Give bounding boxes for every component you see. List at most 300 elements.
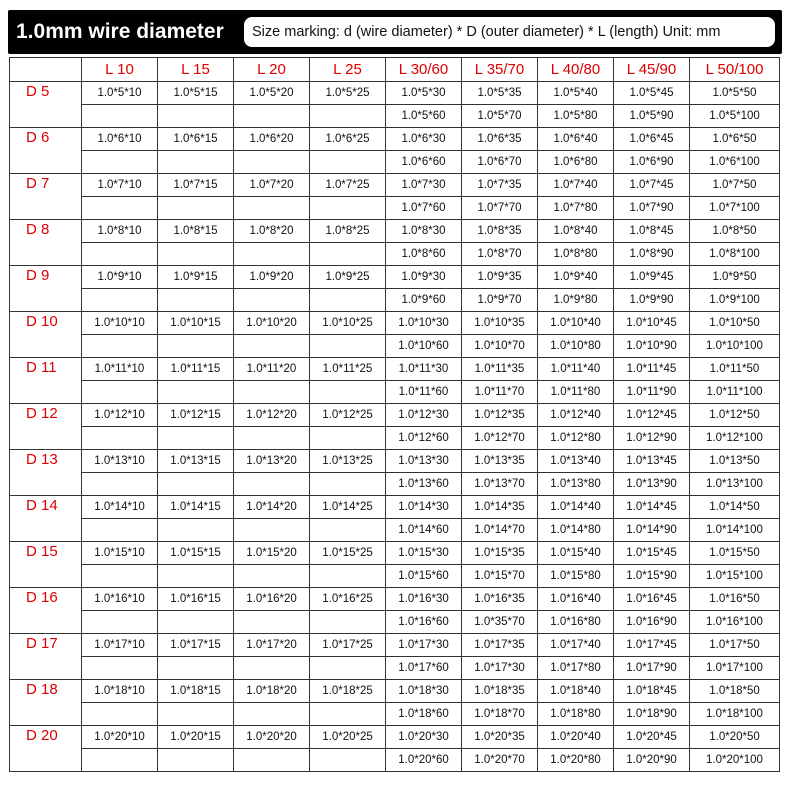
size-cell: 1.0*8*90 — [614, 243, 690, 266]
table-row — [10, 358, 780, 381]
size-cell: 1.0*8*45 — [614, 220, 690, 243]
column-header: L 40/80 — [538, 58, 614, 82]
empty-cell — [234, 381, 310, 404]
size-cell: 1.0*10*10 — [82, 312, 158, 335]
size-cell: 1.0*16*40 — [538, 588, 614, 611]
size-cell: 1.0*9*100 — [690, 289, 780, 312]
row-header: D 6 — [10, 128, 82, 174]
size-cell: 1.0*11*100 — [690, 381, 780, 404]
size-cell: 1.0*8*30 — [386, 220, 462, 243]
table-row — [10, 197, 780, 220]
table-row — [10, 128, 780, 151]
table-row — [10, 174, 780, 197]
size-cell: 1.0*12*80 — [538, 427, 614, 450]
table-row — [10, 657, 780, 680]
size-cell: 1.0*13*30 — [386, 450, 462, 473]
size-cell: 1.0*14*60 — [386, 519, 462, 542]
size-cell: 1.0*16*80 — [538, 611, 614, 634]
table-row — [10, 335, 780, 358]
size-cell: 1.0*10*70 — [462, 335, 538, 358]
size-cell: 1.0*14*70 — [462, 519, 538, 542]
size-cell: 1.0*5*100 — [690, 105, 780, 128]
size-cell: 1.0*17*80 — [538, 657, 614, 680]
table-row — [10, 588, 780, 611]
size-cell: 1.0*7*35 — [462, 174, 538, 197]
empty-cell — [158, 197, 234, 220]
size-cell: 1.0*16*35 — [462, 588, 538, 611]
size-cell: 1.0*8*25 — [310, 220, 386, 243]
size-cell: 1.0*10*30 — [386, 312, 462, 335]
row-header: D 14 — [10, 496, 82, 542]
size-cell: 1.0*10*15 — [158, 312, 234, 335]
empty-cell — [82, 473, 158, 496]
size-cell: 1.0*7*40 — [538, 174, 614, 197]
size-cell: 1.0*15*30 — [386, 542, 462, 565]
size-cell: 1.0*6*25 — [310, 128, 386, 151]
row-header: D 9 — [10, 266, 82, 312]
size-cell: 1.0*35*70 — [462, 611, 538, 634]
size-cell: 1.0*12*25 — [310, 404, 386, 427]
empty-cell — [158, 289, 234, 312]
row-header: D 8 — [10, 220, 82, 266]
size-cell: 1.0*14*10 — [82, 496, 158, 519]
empty-cell — [234, 243, 310, 266]
size-cell: 1.0*12*90 — [614, 427, 690, 450]
size-cell: 1.0*6*20 — [234, 128, 310, 151]
size-cell: 1.0*6*80 — [538, 151, 614, 174]
row-header: D 5 — [10, 82, 82, 128]
size-cell: 1.0*20*25 — [310, 726, 386, 749]
size-cell: 1.0*6*70 — [462, 151, 538, 174]
empty-cell — [158, 151, 234, 174]
size-cell: 1.0*5*25 — [310, 82, 386, 105]
size-cell: 1.0*14*35 — [462, 496, 538, 519]
size-cell: 1.0*6*45 — [614, 128, 690, 151]
empty-cell — [310, 657, 386, 680]
size-cell: 1.0*6*30 — [386, 128, 462, 151]
table-row — [10, 634, 780, 657]
size-cell: 1.0*8*60 — [386, 243, 462, 266]
empty-cell — [310, 197, 386, 220]
size-cell: 1.0*18*45 — [614, 680, 690, 703]
size-cell: 1.0*10*45 — [614, 312, 690, 335]
table-row — [10, 427, 780, 450]
size-cell: 1.0*18*50 — [690, 680, 780, 703]
empty-cell — [310, 151, 386, 174]
size-cell: 1.0*9*40 — [538, 266, 614, 289]
size-cell: 1.0*9*70 — [462, 289, 538, 312]
size-cell: 1.0*10*35 — [462, 312, 538, 335]
size-cell: 1.0*18*90 — [614, 703, 690, 726]
size-cell: 1.0*15*20 — [234, 542, 310, 565]
size-cell: 1.0*12*100 — [690, 427, 780, 450]
size-cell: 1.0*8*20 — [234, 220, 310, 243]
size-cell: 1.0*15*70 — [462, 565, 538, 588]
size-cell: 1.0*12*20 — [234, 404, 310, 427]
size-cell: 1.0*18*35 — [462, 680, 538, 703]
size-cell: 1.0*15*15 — [158, 542, 234, 565]
empty-cell — [82, 611, 158, 634]
size-cell: 1.0*17*10 — [82, 634, 158, 657]
size-cell: 1.0*11*30 — [386, 358, 462, 381]
size-cell: 1.0*9*80 — [538, 289, 614, 312]
size-cell: 1.0*6*60 — [386, 151, 462, 174]
size-cell: 1.0*20*20 — [234, 726, 310, 749]
table-row — [10, 473, 780, 496]
table-row — [10, 220, 780, 243]
size-cell: 1.0*12*30 — [386, 404, 462, 427]
size-cell: 1.0*18*40 — [538, 680, 614, 703]
size-cell: 1.0*18*60 — [386, 703, 462, 726]
size-cell: 1.0*7*20 — [234, 174, 310, 197]
size-cell: 1.0*17*50 — [690, 634, 780, 657]
size-cell: 1.0*17*30 — [462, 657, 538, 680]
size-cell: 1.0*5*40 — [538, 82, 614, 105]
size-cell: 1.0*14*25 — [310, 496, 386, 519]
size-cell: 1.0*15*35 — [462, 542, 538, 565]
size-cell: 1.0*13*40 — [538, 450, 614, 473]
size-cell: 1.0*20*60 — [386, 749, 462, 772]
size-cell: 1.0*20*30 — [386, 726, 462, 749]
size-cell: 1.0*11*10 — [82, 358, 158, 381]
size-cell: 1.0*14*50 — [690, 496, 780, 519]
size-cell: 1.0*10*50 — [690, 312, 780, 335]
size-cell: 1.0*11*15 — [158, 358, 234, 381]
table-row — [10, 703, 780, 726]
empty-cell — [82, 749, 158, 772]
size-cell: 1.0*20*70 — [462, 749, 538, 772]
table-row — [10, 404, 780, 427]
size-cell: 1.0*20*35 — [462, 726, 538, 749]
size-cell: 1.0*7*80 — [538, 197, 614, 220]
empty-cell — [158, 381, 234, 404]
size-cell: 1.0*20*80 — [538, 749, 614, 772]
empty-cell — [158, 105, 234, 128]
size-cell: 1.0*17*40 — [538, 634, 614, 657]
size-cell: 1.0*18*10 — [82, 680, 158, 703]
size-cell: 1.0*9*35 — [462, 266, 538, 289]
size-cell: 1.0*9*60 — [386, 289, 462, 312]
size-cell: 1.0*13*25 — [310, 450, 386, 473]
size-cell: 1.0*5*50 — [690, 82, 780, 105]
column-header: L 10 — [82, 58, 158, 82]
size-cell: 1.0*17*35 — [462, 634, 538, 657]
column-header: L 30/60 — [386, 58, 462, 82]
size-cell: 1.0*13*60 — [386, 473, 462, 496]
size-cell: 1.0*6*100 — [690, 151, 780, 174]
table-row — [10, 381, 780, 404]
size-cell: 1.0*18*15 — [158, 680, 234, 703]
size-cell: 1.0*15*50 — [690, 542, 780, 565]
corner-cell — [10, 58, 82, 82]
table-row — [10, 519, 780, 542]
size-cell: 1.0*11*90 — [614, 381, 690, 404]
size-cell: 1.0*20*45 — [614, 726, 690, 749]
empty-cell — [158, 749, 234, 772]
empty-cell — [234, 749, 310, 772]
size-cell: 1.0*9*45 — [614, 266, 690, 289]
empty-cell — [82, 243, 158, 266]
column-header: L 15 — [158, 58, 234, 82]
size-cell: 1.0*11*20 — [234, 358, 310, 381]
size-cell: 1.0*8*100 — [690, 243, 780, 266]
size-cell: 1.0*13*35 — [462, 450, 538, 473]
size-cell: 1.0*5*60 — [386, 105, 462, 128]
empty-cell — [82, 335, 158, 358]
row-header: D 20 — [10, 726, 82, 772]
row-header: D 11 — [10, 358, 82, 404]
empty-cell — [310, 381, 386, 404]
size-cell: 1.0*7*60 — [386, 197, 462, 220]
size-cell: 1.0*15*45 — [614, 542, 690, 565]
size-cell: 1.0*9*90 — [614, 289, 690, 312]
table-row — [10, 680, 780, 703]
size-cell: 1.0*5*45 — [614, 82, 690, 105]
table-row — [10, 82, 780, 105]
size-cell: 1.0*7*25 — [310, 174, 386, 197]
empty-cell — [234, 197, 310, 220]
size-cell: 1.0*12*15 — [158, 404, 234, 427]
empty-cell — [234, 105, 310, 128]
empty-cell — [310, 749, 386, 772]
size-cell: 1.0*6*90 — [614, 151, 690, 174]
size-cell: 1.0*16*20 — [234, 588, 310, 611]
size-cell: 1.0*11*60 — [386, 381, 462, 404]
size-cell: 1.0*13*20 — [234, 450, 310, 473]
size-cell: 1.0*11*35 — [462, 358, 538, 381]
empty-cell — [158, 565, 234, 588]
empty-cell — [158, 611, 234, 634]
size-cell: 1.0*7*50 — [690, 174, 780, 197]
size-cell: 1.0*10*25 — [310, 312, 386, 335]
column-header: L 25 — [310, 58, 386, 82]
size-cell: 1.0*12*70 — [462, 427, 538, 450]
size-cell: 1.0*14*30 — [386, 496, 462, 519]
size-cell: 1.0*7*45 — [614, 174, 690, 197]
size-cell: 1.0*5*20 — [234, 82, 310, 105]
empty-cell — [234, 519, 310, 542]
size-cell: 1.0*10*80 — [538, 335, 614, 358]
empty-cell — [310, 565, 386, 588]
empty-cell — [310, 703, 386, 726]
size-cell: 1.0*18*100 — [690, 703, 780, 726]
empty-cell — [158, 657, 234, 680]
table-row — [10, 243, 780, 266]
size-cell: 1.0*15*60 — [386, 565, 462, 588]
size-cell: 1.0*7*10 — [82, 174, 158, 197]
header-row — [10, 58, 780, 82]
size-cell: 1.0*17*60 — [386, 657, 462, 680]
size-cell: 1.0*8*70 — [462, 243, 538, 266]
size-cell: 1.0*17*15 — [158, 634, 234, 657]
size-cell: 1.0*13*15 — [158, 450, 234, 473]
column-header: L 35/70 — [462, 58, 538, 82]
empty-cell — [82, 427, 158, 450]
size-cell: 1.0*8*40 — [538, 220, 614, 243]
size-cell: 1.0*18*80 — [538, 703, 614, 726]
size-cell: 1.0*14*80 — [538, 519, 614, 542]
column-header: L 50/100 — [690, 58, 780, 82]
empty-cell — [158, 703, 234, 726]
table-row — [10, 105, 780, 128]
header-bar — [8, 10, 782, 54]
size-cell: 1.0*9*15 — [158, 266, 234, 289]
empty-cell — [310, 611, 386, 634]
size-cell: 1.0*20*90 — [614, 749, 690, 772]
table-row — [10, 726, 780, 749]
size-cell: 1.0*17*20 — [234, 634, 310, 657]
size-cell: 1.0*11*70 — [462, 381, 538, 404]
size-cell: 1.0*14*40 — [538, 496, 614, 519]
size-cell: 1.0*10*100 — [690, 335, 780, 358]
empty-cell — [234, 289, 310, 312]
size-cell: 1.0*18*25 — [310, 680, 386, 703]
empty-cell — [234, 703, 310, 726]
table-row — [10, 749, 780, 772]
size-cell: 1.0*13*45 — [614, 450, 690, 473]
column-header: L 20 — [234, 58, 310, 82]
size-cell: 1.0*20*10 — [82, 726, 158, 749]
size-cell: 1.0*5*70 — [462, 105, 538, 128]
size-cell: 1.0*5*90 — [614, 105, 690, 128]
size-cell: 1.0*8*10 — [82, 220, 158, 243]
table-row — [10, 496, 780, 519]
empty-cell — [82, 289, 158, 312]
size-cell: 1.0*10*60 — [386, 335, 462, 358]
size-cell: 1.0*16*60 — [386, 611, 462, 634]
empty-cell — [310, 519, 386, 542]
table-row — [10, 565, 780, 588]
size-cell: 1.0*20*15 — [158, 726, 234, 749]
size-cell: 1.0*17*100 — [690, 657, 780, 680]
size-cell: 1.0*12*60 — [386, 427, 462, 450]
row-header: D 16 — [10, 588, 82, 634]
size-cell: 1.0*6*10 — [82, 128, 158, 151]
empty-cell — [82, 197, 158, 220]
size-cell: 1.0*12*35 — [462, 404, 538, 427]
size-cell: 1.0*15*40 — [538, 542, 614, 565]
size-cell: 1.0*18*70 — [462, 703, 538, 726]
size-cell: 1.0*5*35 — [462, 82, 538, 105]
size-cell: 1.0*7*15 — [158, 174, 234, 197]
row-header: D 15 — [10, 542, 82, 588]
size-cell: 1.0*6*50 — [690, 128, 780, 151]
size-cell: 1.0*17*30 — [386, 634, 462, 657]
empty-cell — [310, 243, 386, 266]
table-body — [10, 82, 780, 772]
empty-cell — [310, 105, 386, 128]
table-row — [10, 289, 780, 312]
size-cell: 1.0*9*30 — [386, 266, 462, 289]
size-cell: 1.0*16*100 — [690, 611, 780, 634]
size-cell: 1.0*11*45 — [614, 358, 690, 381]
size-cell: 1.0*13*70 — [462, 473, 538, 496]
size-cell: 1.0*17*90 — [614, 657, 690, 680]
empty-cell — [158, 519, 234, 542]
size-cell: 1.0*14*45 — [614, 496, 690, 519]
row-header: D 10 — [10, 312, 82, 358]
size-cell: 1.0*13*50 — [690, 450, 780, 473]
size-cell: 1.0*8*80 — [538, 243, 614, 266]
size-cell: 1.0*15*100 — [690, 565, 780, 588]
empty-cell — [234, 565, 310, 588]
size-marking-note: Size marking: d (wire diameter) * D (outer diameter) * L (length) Unit: mm — [244, 17, 775, 47]
size-cell: 1.0*5*30 — [386, 82, 462, 105]
size-cell: 1.0*11*50 — [690, 358, 780, 381]
size-cell: 1.0*6*40 — [538, 128, 614, 151]
size-cell: 1.0*17*45 — [614, 634, 690, 657]
size-cell: 1.0*7*30 — [386, 174, 462, 197]
table-row — [10, 151, 780, 174]
empty-cell — [234, 427, 310, 450]
empty-cell — [82, 565, 158, 588]
size-cell: 1.0*15*80 — [538, 565, 614, 588]
size-cell: 1.0*9*25 — [310, 266, 386, 289]
size-cell: 1.0*9*50 — [690, 266, 780, 289]
size-cell: 1.0*16*30 — [386, 588, 462, 611]
size-cell: 1.0*10*20 — [234, 312, 310, 335]
size-cell: 1.0*10*90 — [614, 335, 690, 358]
size-cell: 1.0*5*80 — [538, 105, 614, 128]
size-cell: 1.0*8*35 — [462, 220, 538, 243]
size-cell: 1.0*15*10 — [82, 542, 158, 565]
size-cell: 1.0*10*40 — [538, 312, 614, 335]
size-cell: 1.0*7*90 — [614, 197, 690, 220]
size-cell: 1.0*16*45 — [614, 588, 690, 611]
size-cell: 1.0*16*90 — [614, 611, 690, 634]
size-cell: 1.0*16*15 — [158, 588, 234, 611]
size-cell: 1.0*6*15 — [158, 128, 234, 151]
size-cell: 1.0*20*40 — [538, 726, 614, 749]
size-cell: 1.0*13*100 — [690, 473, 780, 496]
table-row — [10, 266, 780, 289]
page-title: 1.0mm wire diameter — [16, 20, 224, 43]
empty-cell — [234, 151, 310, 174]
size-cell: 1.0*8*15 — [158, 220, 234, 243]
empty-cell — [82, 657, 158, 680]
size-cell: 1.0*15*25 — [310, 542, 386, 565]
size-cell: 1.0*11*25 — [310, 358, 386, 381]
size-cell: 1.0*14*15 — [158, 496, 234, 519]
size-cell: 1.0*8*50 — [690, 220, 780, 243]
empty-cell — [158, 243, 234, 266]
table-row — [10, 450, 780, 473]
size-cell: 1.0*14*90 — [614, 519, 690, 542]
size-cell: 1.0*14*100 — [690, 519, 780, 542]
empty-cell — [234, 611, 310, 634]
size-cell: 1.0*13*10 — [82, 450, 158, 473]
size-cell: 1.0*13*90 — [614, 473, 690, 496]
size-cell: 1.0*9*10 — [82, 266, 158, 289]
size-cell: 1.0*17*25 — [310, 634, 386, 657]
size-cell: 1.0*5*10 — [82, 82, 158, 105]
size-cell: 1.0*20*100 — [690, 749, 780, 772]
empty-cell — [234, 657, 310, 680]
empty-cell — [158, 473, 234, 496]
size-cell: 1.0*11*80 — [538, 381, 614, 404]
size-cell: 1.0*18*20 — [234, 680, 310, 703]
size-cell: 1.0*18*30 — [386, 680, 462, 703]
empty-cell — [82, 105, 158, 128]
empty-cell — [234, 335, 310, 358]
empty-cell — [310, 289, 386, 312]
table-row — [10, 542, 780, 565]
size-cell: 1.0*12*40 — [538, 404, 614, 427]
size-cell: 1.0*7*70 — [462, 197, 538, 220]
size-cell: 1.0*16*10 — [82, 588, 158, 611]
size-cell: 1.0*12*50 — [690, 404, 780, 427]
empty-cell — [82, 381, 158, 404]
